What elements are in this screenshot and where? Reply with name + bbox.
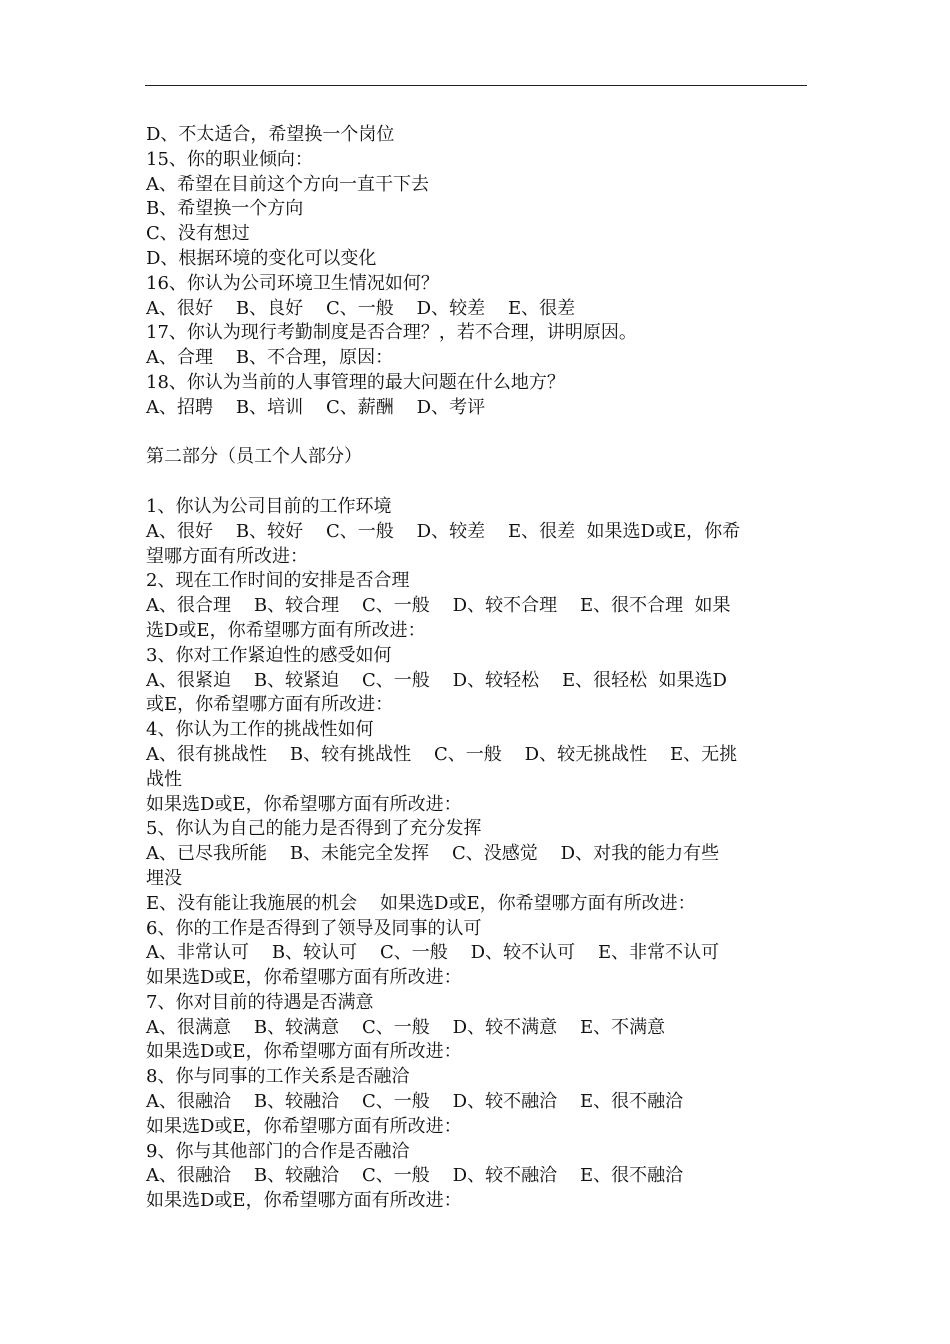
options-line: A、已尽我所能 B、未能完全发挥 C、没感觉 D、对我的能力有些: [146, 843, 720, 865]
text-line: 或E，你希望哪方面有所改进：: [146, 694, 394, 716]
options-line: A、很合理 B、较合理 C、一般 D、较不合理 E、很不合理 如果: [146, 595, 731, 617]
question-3: 3、你对工作紧迫性的感受如何: [146, 644, 392, 666]
options-line: A、非常认可 B、较认可 C、一般 D、较不认可 E、非常不认可: [146, 942, 720, 964]
question-9: 9、你与其他部门的合作是否融洽: [146, 1140, 410, 1162]
options-line: A、很好 B、较好 C、一般 D、较差 E、很差 如果选D或E，你希: [146, 520, 741, 542]
text-line: 埋没: [146, 867, 182, 889]
text-line: 如果选D或E，你希望哪方面有所改进：: [146, 1041, 462, 1063]
question-5: 5、你认为自己的能力是否得到了充分发挥: [146, 818, 482, 840]
text-line: C、没有想过: [146, 223, 250, 245]
question-7: 7、你对目前的待遇是否满意: [146, 991, 374, 1013]
text-line: 如果选D或E，你希望哪方面有所改进：: [146, 967, 462, 989]
options-line: A、很好 B、良好 C、一般 D、较差 E、很差: [146, 297, 576, 319]
section-heading: 第二部分（员工个人部分）: [146, 446, 362, 468]
text-line: D、根据环境的变化可以变化: [146, 247, 377, 269]
part2-section: [146, 495, 811, 1214]
options-line: A、招聘 B、培训 C、薪酬 D、考评: [146, 396, 486, 418]
options-line: A、很满意 B、较满意 C、一般 D、较不满意 E、不满意: [146, 1016, 666, 1038]
options-line: A、很融洽 B、较融洽 C、一般 D、较不融洽 E、很不融洽: [146, 1091, 684, 1113]
part1-section: [146, 123, 811, 421]
question-18: 18、你认为当前的人事管理的最大问题在什么地方？: [146, 371, 565, 393]
text-line: A、希望在目前这个方向一直干下去: [146, 173, 429, 195]
text-line: 如果选D或E，你希望哪方面有所改进：: [146, 1190, 462, 1212]
question-15: 15、你的职业倾向：: [146, 148, 313, 170]
question-2: 2、现在工作时间的安排是否合理: [146, 570, 410, 592]
text-line: E、没有能让我施展的机会 如果选D或E，你希望哪方面有所改进：: [146, 892, 696, 914]
options-line: A、很紧迫 B、较紧迫 C、一般 D、较轻松 E、很轻松 如果选D: [146, 669, 727, 691]
text-line: 如果选D或E，你希望哪方面有所改进：: [146, 1115, 462, 1137]
options-line: A、合理 B、不合理，原因：: [146, 347, 394, 369]
text-line: B、希望换一个方向: [146, 198, 304, 220]
text-line: 望哪方面有所改进：: [146, 545, 308, 567]
text-line: 战性: [146, 768, 182, 790]
survey-content: [146, 123, 811, 1214]
options-line: A、很有挑战性 B、较有挑战性 C、一般 D、较无挑战性 E、无挑: [146, 743, 738, 765]
question-17: 17、你认为现行考勤制度是否合理？，若不合理，讲明原因。: [146, 322, 637, 344]
text-line: 选D或E，你希望哪方面有所改进：: [146, 619, 426, 641]
question-4: 4、你认为工作的挑战性如何: [146, 719, 374, 741]
text-line: D、不太适合，希望换一个岗位: [146, 124, 395, 145]
spacer: [146, 470, 811, 495]
spacer: [146, 421, 811, 446]
question-1: 1、你认为公司目前的工作环境: [146, 495, 392, 517]
question-8: 8、你与同事的工作关系是否融洽: [146, 1066, 410, 1088]
text-line: 如果选D或E，你希望哪方面有所改进：: [146, 793, 462, 815]
header-rule: [145, 85, 807, 86]
question-16: 16、你认为公司环境卫生情况如何？: [146, 272, 439, 294]
options-line: A、很融洽 B、较融洽 C、一般 D、较不融洽 E、很不融洽: [146, 1165, 684, 1187]
question-6: 6、你的工作是否得到了领导及同事的认可: [146, 917, 482, 939]
